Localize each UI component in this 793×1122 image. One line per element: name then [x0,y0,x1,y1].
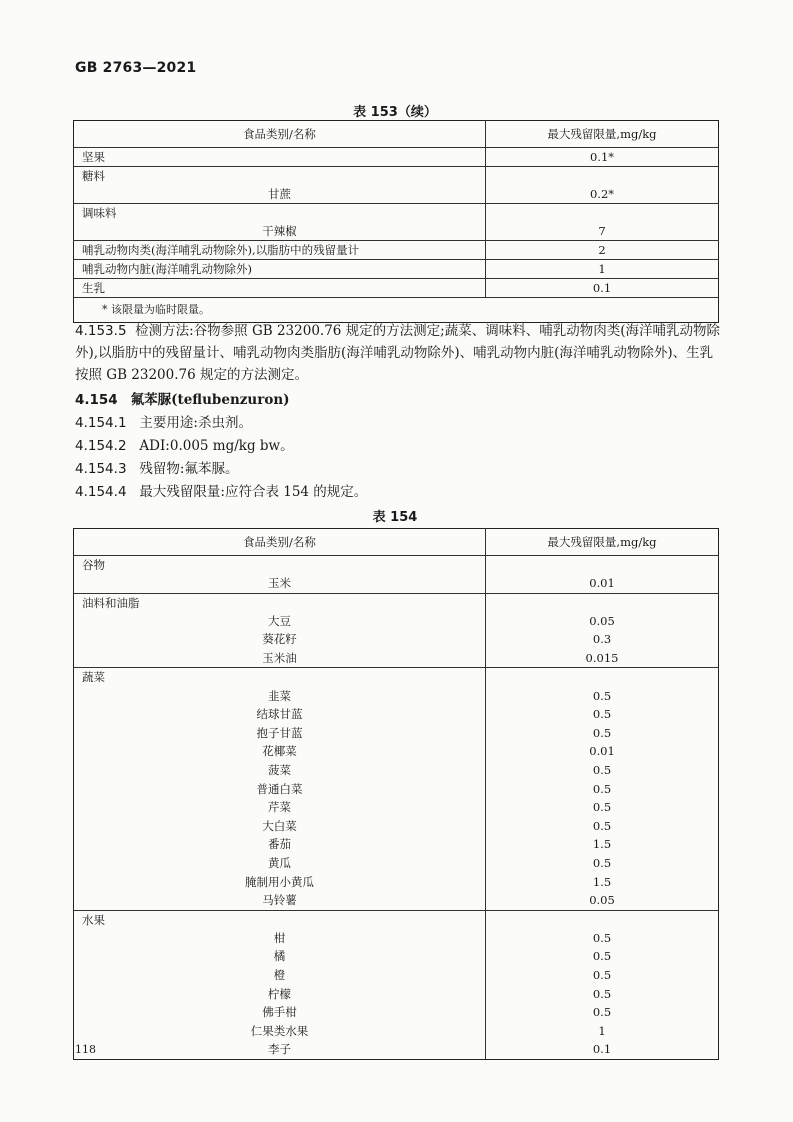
table-row [74,148,719,167]
section-number: 4.154.3 [75,461,127,477]
col-header-food: 食品类别/名称 [74,529,486,556]
limit-cell [486,556,719,575]
table-row [74,966,719,985]
section-text: 主要用途:杀虫剂。 [139,415,252,431]
table-row [74,222,719,241]
food-item-cell: 柠檬 [268,986,291,1001]
food-item-cell: 仁果类水果 [250,1023,309,1038]
limit-cell: 7 [486,222,719,241]
table-row [74,929,719,948]
limit-cell: 0.5 [486,1003,719,1022]
limit-cell: 0.5 [486,947,719,966]
food-item-cell: 韭菜 [268,688,291,703]
food-item-cell: 玉米 [268,576,291,591]
table-note: * 该限量为临时限量。 [74,298,719,323]
limit-cell [486,167,719,186]
limit-cell: 0.5 [486,686,719,705]
category-cell: 坚果 [82,150,105,164]
table-row [74,279,719,298]
section-4-154-3 [75,458,720,480]
limit-cell [486,910,719,929]
limit-cell: 0.05 [486,612,719,631]
limit-cell: 0.5 [486,817,719,836]
table-row [74,947,719,966]
table-154 [73,528,719,1060]
table-row [74,835,719,854]
food-item-cell: 大白菜 [262,818,297,833]
food-item-cell: 芹菜 [268,800,291,815]
section-title: 氟苯脲(teflubenzuron) [130,392,290,408]
limit-cell: 0.015 [486,649,719,668]
section-4-154-1 [75,412,720,434]
limit-cell: 0.5 [486,966,719,985]
table-row [74,668,719,687]
table-154-caption: 表 154 [372,510,418,525]
table-row [74,630,719,649]
table-row [74,817,719,836]
section-number: 4.154 [75,392,118,408]
limit-cell: 1.5 [486,872,719,891]
limit-cell: 2 [486,241,719,260]
food-item-cell: 橘 [273,949,286,964]
limit-cell: 0.2* [486,185,719,204]
food-item-cell: 甘蔗 [268,187,291,201]
table-row [74,742,719,761]
food-item-cell: 普通白菜 [256,781,303,796]
limit-cell: 0.5 [486,929,719,948]
food-item-cell: 橙 [273,967,286,982]
limit-cell: 0.05 [486,891,719,910]
table-154-body [74,556,719,1060]
table-row [74,724,719,743]
food-item-cell: 干辣椒 [262,224,297,238]
col-header-food: 食品类别/名称 [74,121,486,148]
category-cell: 哺乳动物内脏(海洋哺乳动物除外) [74,260,486,279]
table-row [74,798,719,817]
table-row [74,872,719,891]
table-153-body [74,148,719,298]
table-row [74,910,719,929]
table-row [74,891,719,910]
food-item-cell: 柑 [273,930,286,945]
category-cell: 油料和油脂 [74,593,486,612]
table-row [74,686,719,705]
category-cell: 生乳 [74,279,486,298]
col-header-limit: 最大残留限量,mg/kg [486,121,719,148]
table-row [74,649,719,668]
table-row [74,779,719,798]
table-row [74,705,719,724]
limit-cell: 1 [486,260,719,279]
limit-cell: 1.5 [486,835,719,854]
food-item-cell: 葵花籽 [262,632,297,647]
limit-cell: 0.5 [486,984,719,1003]
limit-cell: 0.1 [486,1040,719,1059]
table-row [74,1021,719,1040]
category-cell: 水果 [74,910,486,929]
category-cell: 哺乳动物肉类(海洋哺乳动物除外),以脂肪中的残留量计 [74,241,486,260]
food-item-cell: 腌制用小黄瓜 [245,874,314,889]
section-number: 4.154.4 [75,484,127,500]
table-row [74,593,719,612]
section-text: 检测方法:谷物参照 GB 23200.76 规定的方法测定;蔬菜、调味料、哺乳动物肉类(海洋哺乳动物除外),以脂肪中的残留量计、哺乳动物肉类脂肪(海洋哺乳动物除外)、哺乳动物内脏(海洋哺乳动物除外)、生乳按照 GB 23200.76 规定的方法测定。 [75,323,720,383]
section-text: 残留物:氟苯脲。 [139,461,239,477]
limit-cell [486,668,719,687]
food-item-cell: 马铃薯 [262,893,297,908]
table-row [74,761,719,780]
food-item-cell: 李子 [268,1042,291,1057]
limit-cell: 0.5 [486,854,719,873]
table-row [74,204,719,223]
limit-cell: 0.1 [486,279,719,298]
food-item-cell: 佛手柑 [262,1005,297,1020]
table-header-row [74,529,719,556]
table-row [74,260,719,279]
table-note-row [74,298,719,323]
food-item-cell: 结球甘蓝 [256,707,303,722]
table-row [74,1040,719,1059]
limit-cell [486,204,719,223]
table-row [74,854,719,873]
table-row [74,185,719,204]
table-153-caption: 表 153（续） [353,105,437,120]
food-item-cell: 玉米油 [262,651,297,666]
food-item-cell: 黄瓜 [268,856,291,871]
table-row [74,1003,719,1022]
food-item-cell: 番茄 [268,837,291,852]
limit-cell: 0.5 [486,724,719,743]
section-4-154-4 [75,481,720,503]
table-row [74,556,719,575]
table-row [74,241,719,260]
table-row [74,984,719,1003]
section-4-153-5 [75,320,720,386]
food-item-cell: 菠菜 [268,763,291,778]
limit-cell [486,593,719,612]
section-text: 最大残留限量:应符合表 154 的规定。 [139,484,368,500]
table-row [74,574,719,593]
limit-cell: 0.1* [486,148,719,167]
limit-cell: 0.5 [486,779,719,798]
food-item-cell: 花椰菜 [262,744,297,759]
category-cell: 糖料 [74,167,486,186]
limit-cell: 1 [486,1021,719,1040]
category-cell: 调味料 [74,204,486,223]
section-4-154-2 [75,435,720,457]
limit-cell: 0.3 [486,630,719,649]
table-header-row [74,121,719,148]
table-row [74,612,719,631]
table-153 [73,120,719,323]
limit-cell: 0.5 [486,798,719,817]
food-item-cell: 抱子甘蓝 [256,725,303,740]
col-header-limit: 最大残留限量,mg/kg [486,529,719,556]
food-item-cell: 大豆 [268,613,291,628]
table-row [74,167,719,186]
page-number: 118 [75,1043,96,1056]
category-cell: 蔬菜 [74,668,486,687]
standard-code: GB 2763—2021 [75,60,197,76]
limit-cell: 0.01 [486,574,719,593]
category-cell: 谷物 [82,558,105,572]
limit-cell: 0.5 [486,761,719,780]
section-number: 4.154.2 [75,438,127,454]
limit-cell: 0.01 [486,742,719,761]
section-number: 4.154.1 [75,415,127,431]
limit-cell: 0.5 [486,705,719,724]
section-number: 4.153.5 [75,323,127,339]
section-4-154 [75,389,720,411]
section-text: ADI:0.005 mg/kg bw。 [139,438,294,454]
